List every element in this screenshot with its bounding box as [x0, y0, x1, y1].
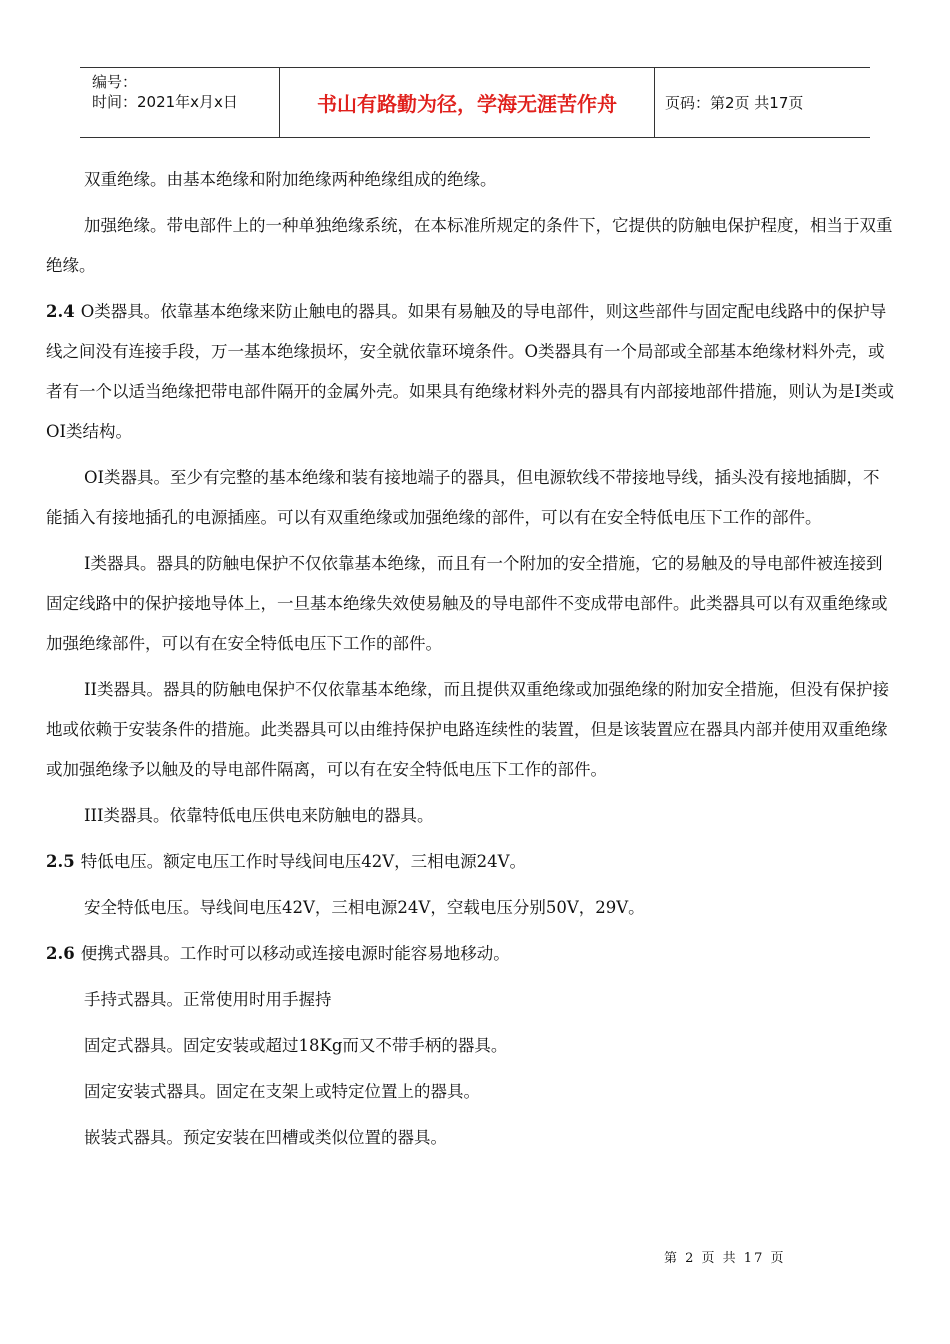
date-line: 时间：2021年x月x日	[92, 93, 238, 111]
paragraph-text: OI类器具。至少有完整的基本绝缘和装有接地端子的器具，但电源软线不带接地导线，插头没有接地插脚，不能插入有接地插孔的电源插座。可以有双重绝缘或加强绝缘的部件，可以有在安全特低电压下工作的部件。	[46, 468, 880, 527]
paragraph	[46, 544, 896, 664]
paragraph-text: 安全特低电压。导线间电压42V，三相电源24V，空载电压分别50V，29V。	[84, 898, 645, 917]
paragraph	[46, 160, 896, 200]
paragraph	[46, 206, 896, 286]
paragraph-text: 便携式器具。工作时可以移动或连接电源时能容易地移动。	[80, 944, 510, 963]
header-meta	[80, 68, 280, 137]
paragraph-text: 加强绝缘。带电部件上的一种单独绝缘系统，在本标准所规定的条件下，它提供的防触电保护程度，相当于双重绝缘。	[46, 216, 893, 275]
paragraph-text: 手持式器具。正常使用时用手握持	[84, 990, 332, 1009]
paragraph	[46, 458, 896, 538]
paragraph	[46, 888, 896, 928]
header-page-info: 页码：第2页 共17页	[665, 94, 804, 112]
paragraph-text: I类器具。器具的防触电保护不仅依靠基本绝缘，而且有一个附加的安全措施，它的易触及的导电部件被连接到固定线路中的保护接地导体上，一旦基本绝缘失效使易触及的导电部件不变成带电部件。此类器具可以有双重绝缘或加强绝缘部件，可以有在安全特低电压下工作的部件。	[46, 554, 888, 653]
page-footer: 第 2 页 共 17 页	[664, 1251, 786, 1266]
code-label: 编号：	[92, 73, 138, 91]
paragraph-text: 固定安装式器具。固定在支架上或特定位置上的器具。	[84, 1082, 480, 1101]
paragraph	[46, 1072, 896, 1112]
paragraph-text: 特低电压。额定电压工作时导线间电压42V，三相电源24V。	[80, 852, 527, 871]
paragraph-text: II类器具。器具的防触电保护不仅依靠基本绝缘，而且提供双重绝缘或加强绝缘的附加安全措施，但没有保护接地或依赖于安装条件的措施。此类器具可以由维持保护电路连续性的装置，但是该装置应在器具内部并使用双重绝缘或加强绝缘予以触及的导电部件隔离，可以有在安全特低电压下工作的部件。	[46, 680, 890, 779]
document-body	[46, 160, 896, 1158]
header-motto: 书山有路勤为径，学海无涯苦作舟	[280, 68, 655, 137]
section-number: 2.4	[46, 302, 75, 321]
paragraph	[46, 292, 896, 452]
paragraph	[46, 842, 896, 882]
paragraph-text: O类器具。依靠基本绝缘来防止触电的器具。如果有易触及的导电部件，则这些部件与固定配电线路中的保护导线之间没有连接手段，万一基本绝缘损坏，安全就依靠环境条件。O类器具有一个局部或全部基本绝缘材料外壳，或者有一个以适当绝缘把带电部件隔开的金属外壳。如果具有绝缘材料外壳的器具有内部接地部件措施，则认为是I类或OI类结构。	[46, 302, 895, 441]
paragraph	[46, 796, 896, 836]
paragraph-text: 双重绝缘。由基本绝缘和附加绝缘两种绝缘组成的绝缘。	[84, 170, 497, 189]
paragraph	[46, 1118, 896, 1158]
paragraph-text: 嵌装式器具。预定安装在凹槽或类似位置的器具。	[84, 1128, 447, 1147]
paragraph	[46, 670, 896, 790]
paragraph	[46, 1026, 896, 1066]
page-header	[80, 67, 870, 138]
paragraph	[46, 980, 896, 1020]
section-number: 2.5	[46, 852, 75, 871]
section-number: 2.6	[46, 944, 75, 963]
paragraph-text: III类器具。依靠特低电压供电来防触电的器具。	[84, 806, 434, 825]
paragraph-text: 固定式器具。固定安装或超过18Kg而又不带手柄的器具。	[84, 1036, 508, 1055]
paragraph	[46, 934, 896, 974]
